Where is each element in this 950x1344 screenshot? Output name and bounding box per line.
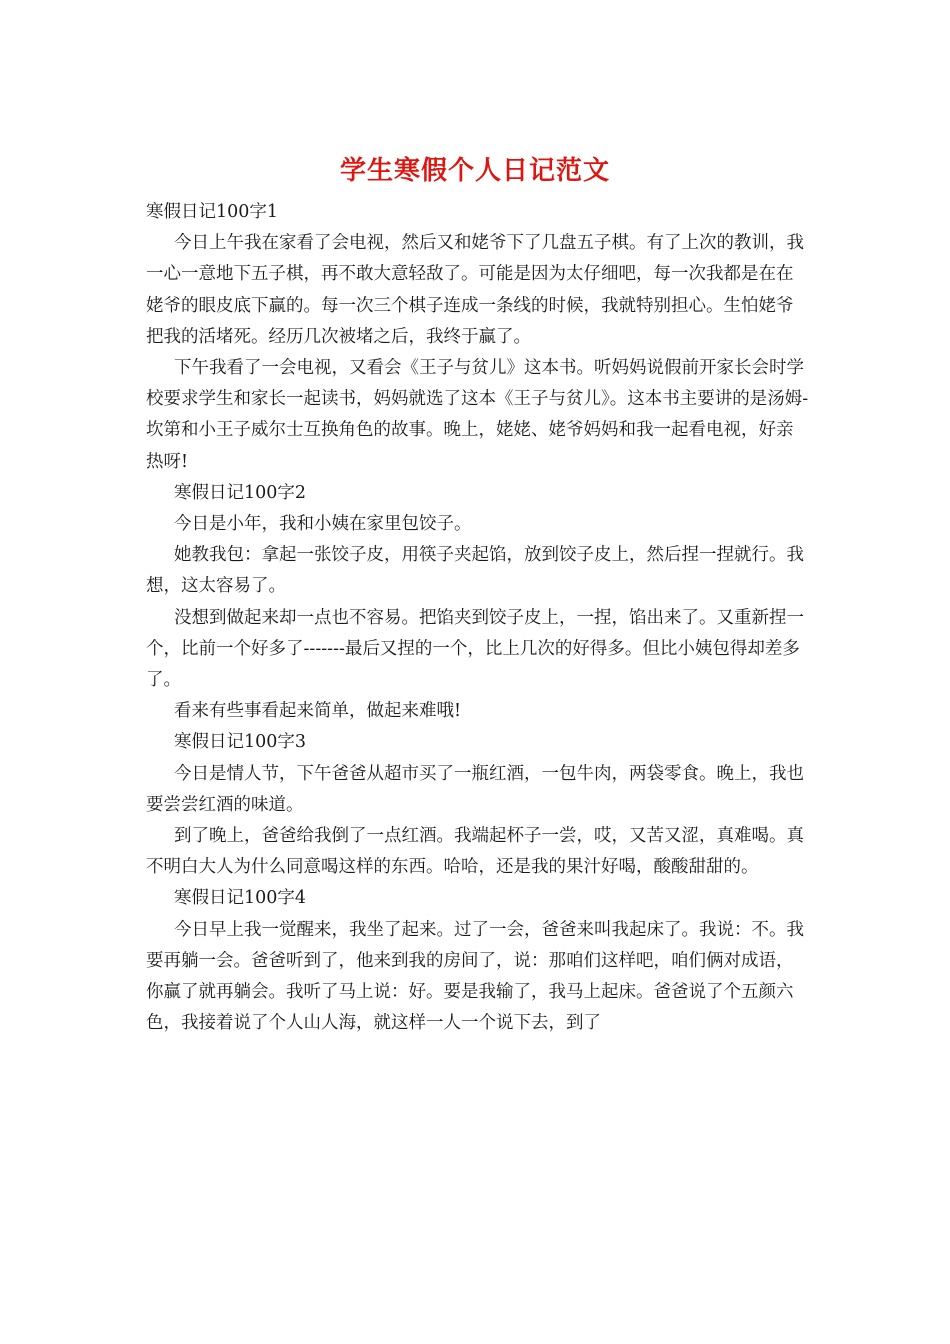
paragraph: 没想到做起来却一点也不容易。把馅夹到饺子皮上，一捏，馅出来了。又重新捏一个，比前一个好多了-------最后又捏的一个，比上几次的好得多。但比小姨包得却差多了。 [146, 607, 804, 691]
entry-heading: 寒假日记100字1 [146, 202, 279, 222]
paragraph: 看来有些事看起来简单，做起来难哦! [174, 701, 462, 722]
entry-heading: 寒假日记100字3 [174, 732, 307, 753]
entry-heading: 寒假日记100字4 [174, 888, 307, 909]
document-body [146, 197, 810, 1039]
entry-heading: 寒假日记100字2 [174, 482, 307, 503]
document-title: 学生寒假个人日记范文 [339, 156, 610, 186]
paragraph: 今日早上我一觉醒来，我坐了起来。过了一会，爸爸来叫我起床了。我说：不。我要再躺一会。爸爸听到了，他来到我的房间了，说：那咱们这样吧，咱们俩对成语，你赢了就再躺会。我听了马上说：好。要是我输了，我马上起床。爸爸说了个五颜六色，我接着说了个人山人海，就这样一人一个说下去，到了 [146, 919, 804, 1034]
paragraph: 到了晚上，爸爸给我倒了一点红酒。我端起杯子一尝，哎，又苦又涩，真难喝。真不明白大人为什么同意喝这样的东西。哈哈，还是我的果汁好喝，酸酸甜甜的。 [146, 826, 804, 878]
paragraph: 下午我看了一会电视，又看会《王子与贫儿》这本书。听妈妈说假前开家长会时学校要求学生和家长一起读书，妈妈就选了这本《王子与贫儿》。这本书主要讲的是汤姆-坎第和小王子威尔士互换角色的故事。晚上，姥姥、姥爷妈妈和我一起看电视，好亲热呀! [146, 358, 809, 472]
paragraph: 她教我包：拿起一张饺子皮，用筷子夹起馅，放到饺子皮上，然后捏一捏就行。我想，这太容易了。 [146, 545, 804, 597]
paragraph: 今日是小年，我和小姨在家里包饺子。 [174, 514, 472, 535]
paragraph: 今日上午我在家看了会电视，然后又和姥爷下了几盘五子棋。有了上次的教训，我一心一意地下五子棋，再不敢大意轻敌了。可能是因为太仔细吧，每一次我都是在在姥爷的眼皮底下赢的。每一次三个棋子连成一条线的时候，我就特别担心。生怕姥爷把我的活堵死。经历几次被堵之后，我终于赢了。 [146, 233, 804, 347]
paragraph: 今日是情人节，下午爸爸从超市买了一瓶红酒，一包牛肉，两袋零食。晚上，我也要尝尝红酒的味道。 [146, 763, 804, 815]
